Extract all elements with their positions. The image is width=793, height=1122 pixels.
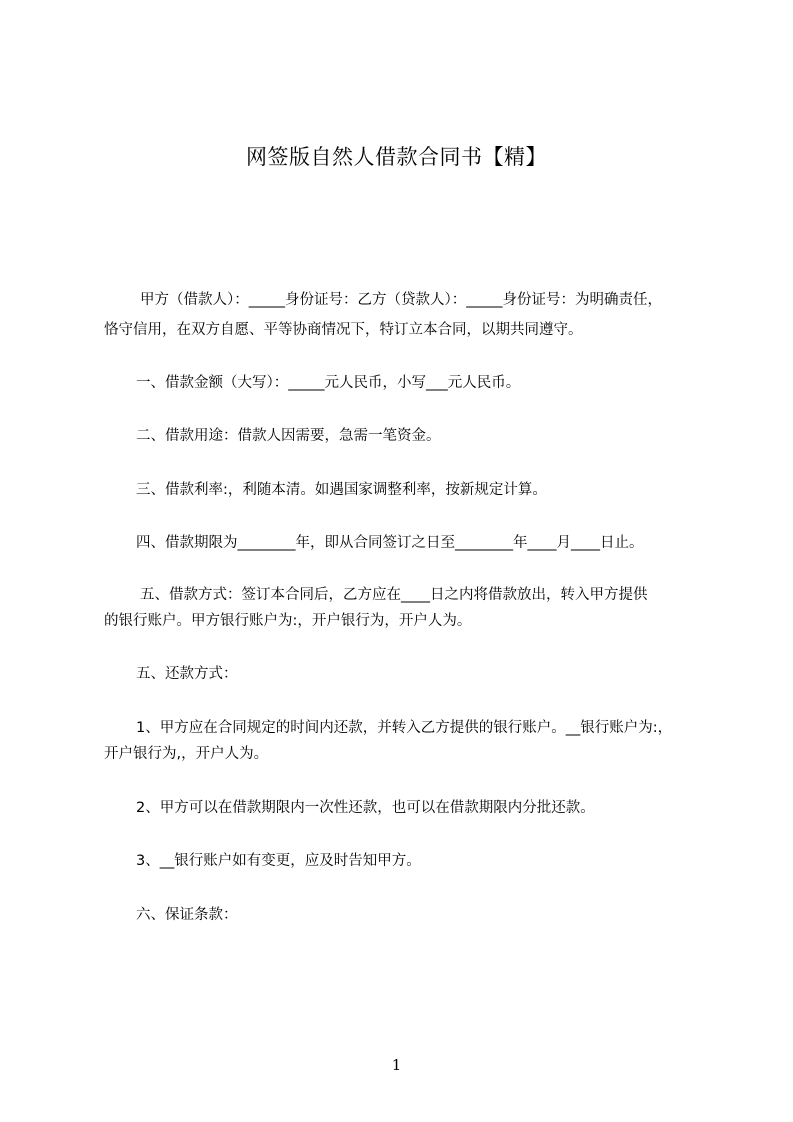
interest-rate-clause: 三、借款利率:，利随本清。如遇国家调整利率，按新规定计算。 xyxy=(136,482,547,498)
loan-method-line-2: 的银行账户。甲方银行账户为:，开户银行为，开户人为。 xyxy=(104,613,472,629)
guarantee-clause-heading: 六、保证条款： xyxy=(136,907,238,923)
loan-term-clause: 四、借款期限为________年，即从合同签订之日至________年____月____日止。 xyxy=(136,535,644,551)
parties-line-1: 甲方（借款人）：_____身份证号：乙方（贷款人）：_____身份证号：为明确责任， xyxy=(140,292,662,308)
parties-line-2: 恪守信用，在双方自愿、平等协商情况下，特订立本合同，以期共同遵守。 xyxy=(104,322,583,338)
repayment-item-3: 3、__银行账户如有变更，应及时告知甲方。 xyxy=(136,853,421,869)
document-title: 网签版自然人借款合同书【精】 xyxy=(246,145,547,169)
loan-amount-clause: 一、借款金额（大写）：_____元人民币，小写___元人民币。 xyxy=(136,375,521,391)
repayment-item-1-line-2: 开户银行为,，开户人为。 xyxy=(104,746,269,762)
repayment-item-1-line-1: 1、甲方应在合同规定的时间内还款，并转入乙方提供的银行账户。__银行账户为:， xyxy=(136,720,673,736)
repayment-method-heading: 五、还款方式： xyxy=(136,666,238,682)
repayment-item-2: 2、甲方可以在借款期限内一次性还款，也可以在借款期限内分批还款。 xyxy=(136,800,595,816)
loan-purpose-clause: 二、借款用途：借款人因需要，急需一笔资金。 xyxy=(136,428,441,444)
page-number: 1 xyxy=(391,1056,402,1074)
loan-method-line-1: 五、借款方式：签订本合同后，乙方应在____日之内将借款放出，转入甲方提供 xyxy=(140,587,648,603)
